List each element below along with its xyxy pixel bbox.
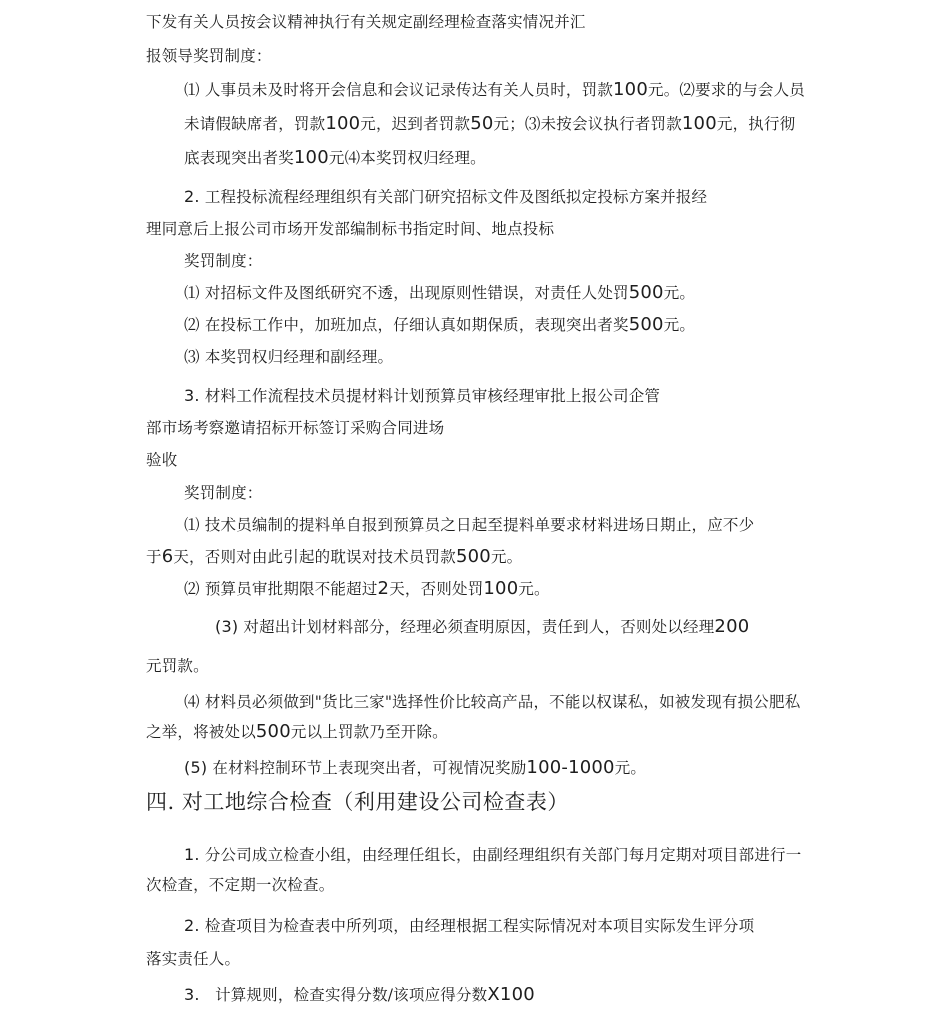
paragraph-line: 报领导奖罚制度： xyxy=(146,47,272,65)
text: ⑵ 预算员审批期限不能超过 xyxy=(184,580,378,598)
amount: 500 xyxy=(455,546,491,567)
item-number: 2. xyxy=(184,187,200,206)
numbered-item-line xyxy=(184,985,535,1005)
rule-item-line xyxy=(184,148,486,168)
text: 底表现突出者奖 xyxy=(184,149,294,167)
text: 元，迟到者罚款 xyxy=(360,115,471,133)
numbered-item-line xyxy=(184,845,801,865)
text: 分公司成立检查小组，由经理任组长，由副经理组织有关部门每月定期对项目部进行一 xyxy=(204,846,802,864)
text: 元。 xyxy=(518,580,550,598)
section-heading: 四. 对工地综合检查（利用建设公司检查表） xyxy=(146,790,569,814)
text: 材料工作流程技术员提材料计划预算员审核经理审批上报公司企管 xyxy=(204,387,661,405)
rule-item-line xyxy=(146,547,522,567)
amount: 100 xyxy=(325,113,361,134)
text: 元⑷本奖罚权归经理。 xyxy=(328,149,486,167)
text: 未请假缺席者，罚款 xyxy=(184,115,326,133)
rule-item-line xyxy=(184,114,795,134)
amount: 500 xyxy=(628,314,664,335)
paragraph-line: 下发有关人员按会议精神执行有关规定副经理检查落实情况并汇 xyxy=(146,13,586,31)
amount: 500 xyxy=(255,721,291,742)
amount: 6 xyxy=(161,546,174,567)
text: 检查项目为检查表中所列项，由经理根据工程实际情况对本项目实际发生评分项 xyxy=(204,917,755,935)
rule-item-line xyxy=(146,722,448,742)
item-number: 1. xyxy=(184,845,200,864)
text: 天，否则对由此引起的耽误对技术员罚款 xyxy=(173,548,456,566)
rule-item-line xyxy=(184,579,550,599)
paragraph-line: 次检查，不定期一次检查。 xyxy=(146,876,335,894)
text: ⑵ 在投标工作中，加班加点，仔细认真如期保质，表现突出者奖 xyxy=(184,316,629,334)
rule-item-line xyxy=(215,617,749,637)
item-number: (3) xyxy=(215,617,239,636)
paragraph-line: 落实责任人。 xyxy=(146,950,241,968)
amount: 100 xyxy=(293,147,329,168)
text: 元，执行彻 xyxy=(716,115,796,133)
item-number: 3. xyxy=(184,386,200,405)
text: 天，否则处罚 xyxy=(389,580,484,598)
text: ⑴ 对招标文件及图纸研究不透，出现原则性错误，对责任人处罚 xyxy=(184,284,629,302)
paragraph-line: 验收 xyxy=(146,451,178,469)
text: 元。 xyxy=(614,759,647,777)
text: 工程投标流程经理组织有关部门研究招标文件及图纸拟定投标方案并报经 xyxy=(204,188,708,206)
text: 元以上罚款乃至开除。 xyxy=(290,723,448,741)
rule-item-line: ⑶ 本奖罚权归经理和副经理。 xyxy=(184,348,394,366)
rule-item-line xyxy=(184,80,805,100)
text: 元。 xyxy=(490,548,523,566)
item-number: 2. xyxy=(184,916,200,935)
item-number: 3. xyxy=(184,985,200,1004)
paragraph-line: 理同意后上报公司市场开发部编制标书指定时间、地点投标 xyxy=(146,220,555,238)
text: 元。 xyxy=(663,316,696,334)
numbered-item-line xyxy=(184,916,754,936)
text: 计算规则，检查实得分数/该项应得分数 xyxy=(215,986,488,1004)
amount: 200 xyxy=(714,616,750,637)
paragraph-line: 部市场考察邀请招标开标签订采购合同进场 xyxy=(146,419,445,437)
item-number: (5) xyxy=(184,758,208,777)
amount: 100 xyxy=(613,79,648,100)
subheading: 奖罚制度： xyxy=(184,252,263,270)
paragraph-line: 元罚款。 xyxy=(146,657,209,675)
text: 对超出计划材料部分，经理必须查明原因，责任到人，否则处以经理 xyxy=(243,618,715,636)
text: 元；⑶未按会议执行者罚款 xyxy=(493,115,682,133)
rule-item-line xyxy=(184,283,695,303)
amount: 500 xyxy=(628,282,664,303)
rule-item-line: ⑷ 材料员必须做到"货比三家"选择性价比较高产品，不能以权谋私，如被发现有损公肥私 xyxy=(184,693,801,711)
amount: 2 xyxy=(377,578,390,599)
text: 在材料控制环节上表现突出者，可视情况奖励 xyxy=(212,759,527,777)
text: ⑴ 人事员未及时将开会信息和会议记录传达有关人员时，罚款 xyxy=(184,81,614,99)
amount: 100 xyxy=(483,578,519,599)
numbered-item-line xyxy=(184,386,660,406)
subheading: 奖罚制度： xyxy=(184,484,263,502)
text: 之举，将被处以 xyxy=(146,723,256,741)
rule-item-line xyxy=(184,758,646,778)
numbered-item-line xyxy=(184,187,707,207)
amount: 100-1000 xyxy=(526,757,615,778)
amount: 50 xyxy=(470,113,494,134)
text: 元。 xyxy=(663,284,696,302)
text: 元。⑵要求的与会人员 xyxy=(648,81,806,99)
rule-item-line: ⑴ 技术员编制的提料单自报到预算员之日起至提料单要求材料进场日期止，应不少 xyxy=(184,516,755,534)
rule-item-line xyxy=(184,315,695,335)
formula-multiplier: X100 xyxy=(487,984,535,1005)
text: 于 xyxy=(146,548,162,566)
amount: 100 xyxy=(681,113,717,134)
